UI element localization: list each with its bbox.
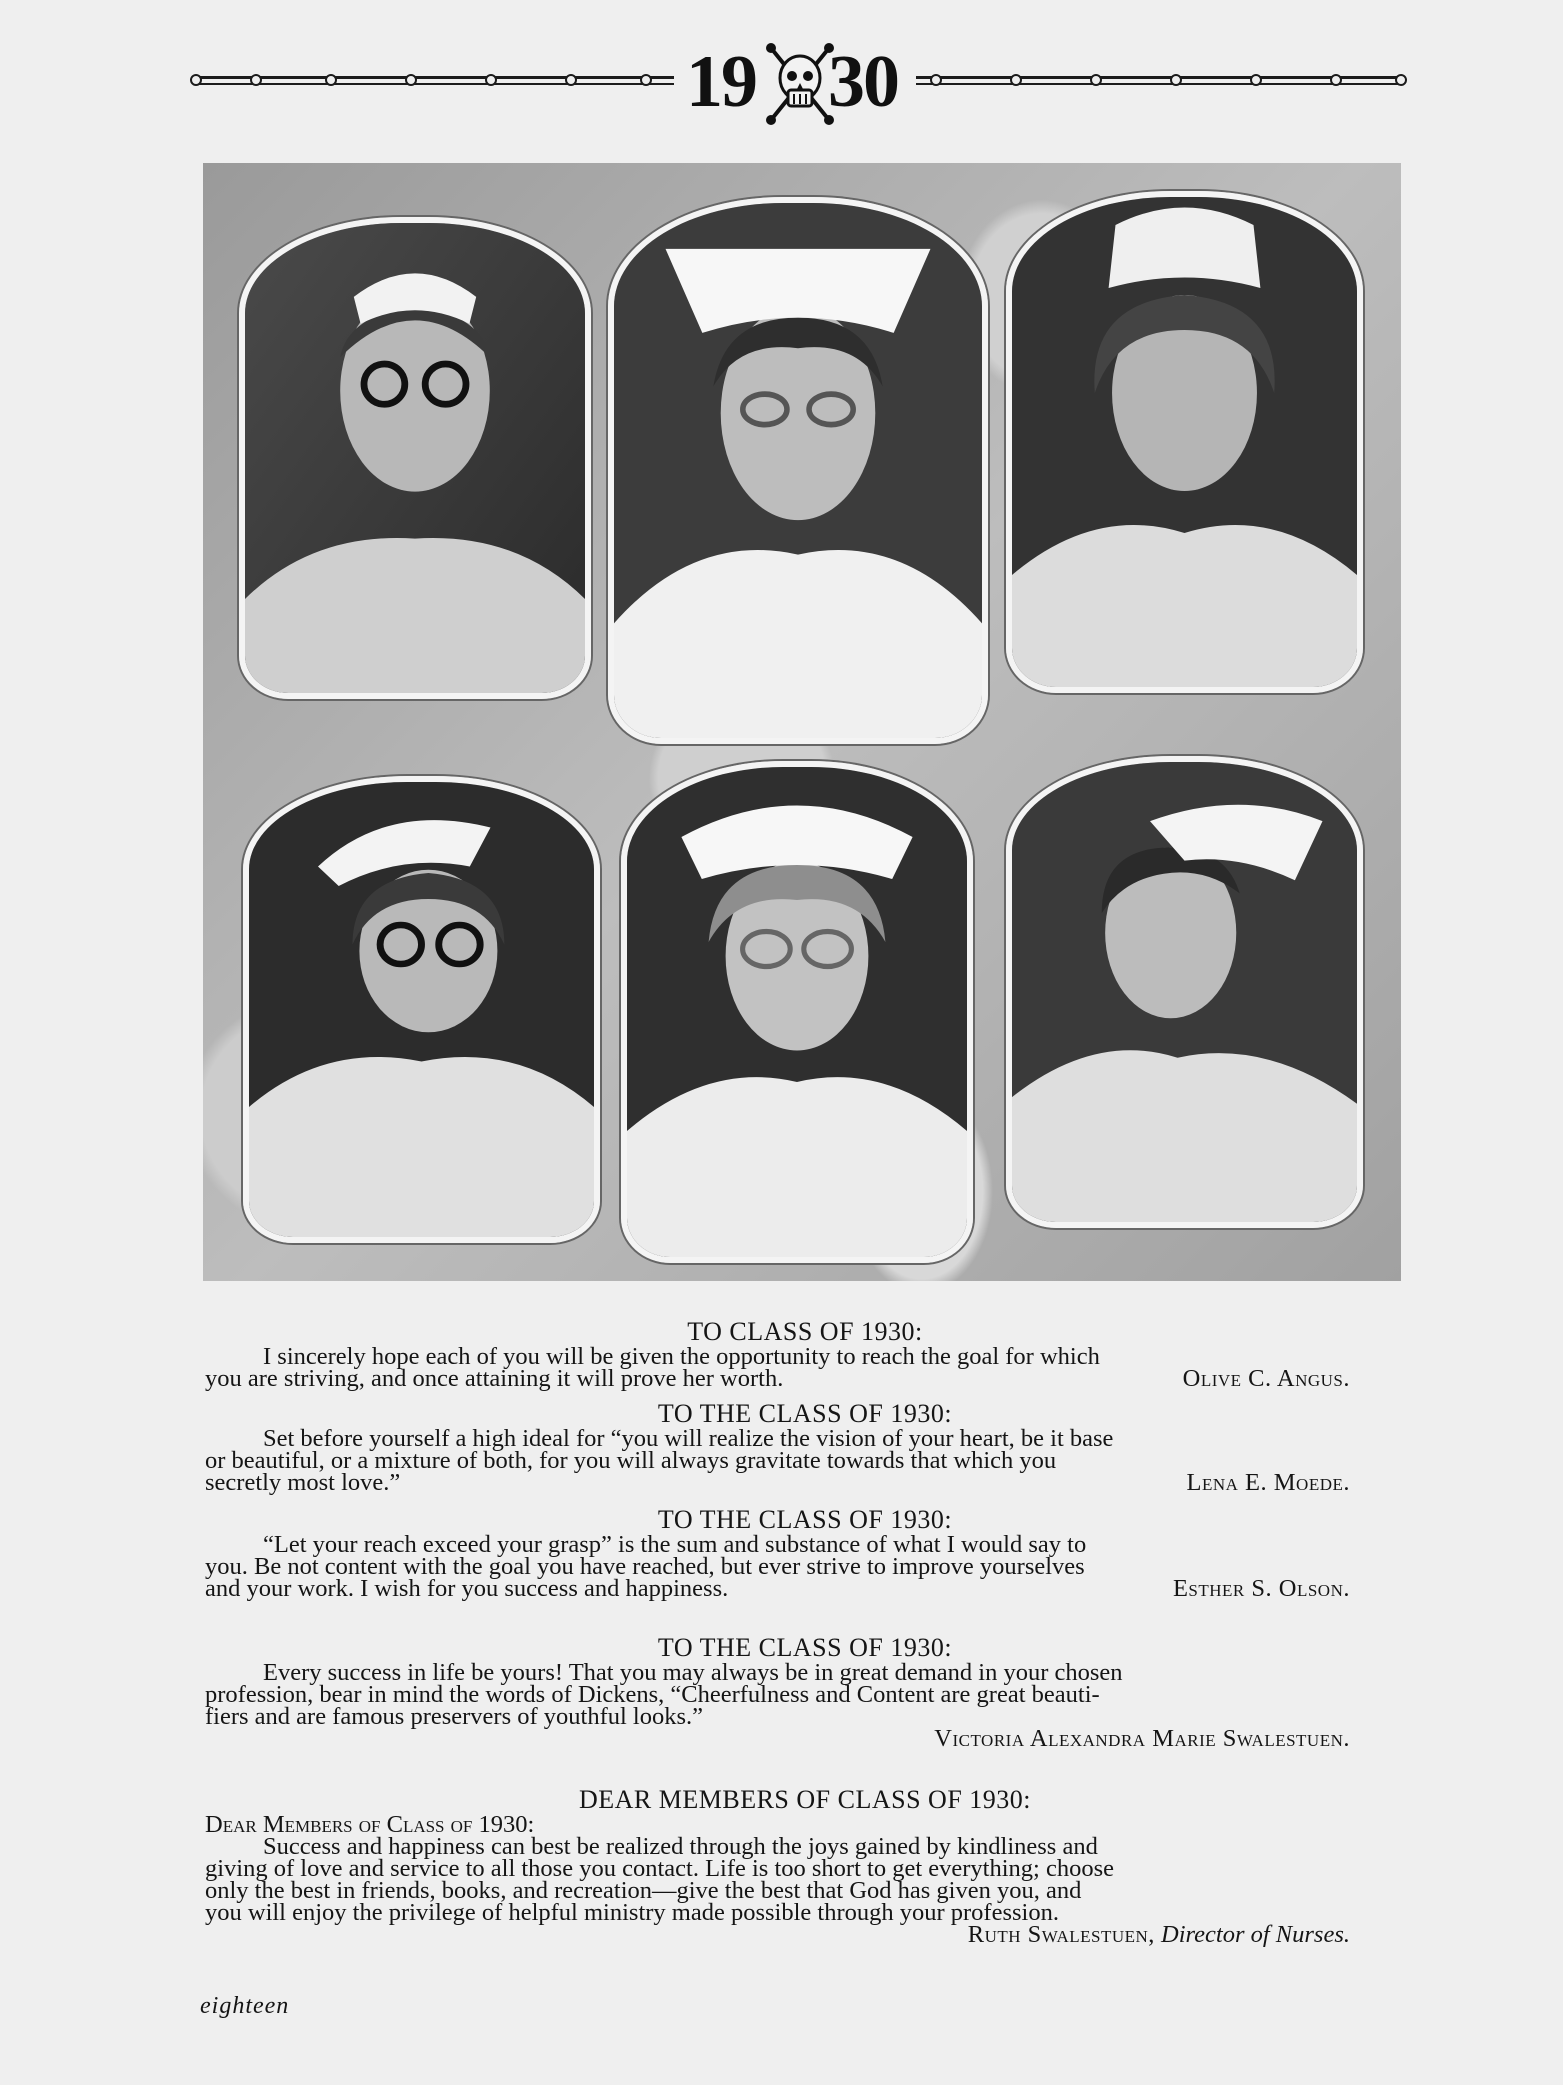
message-block [205, 1318, 1405, 1390]
message-line: secretly most love.” [205, 1469, 401, 1496]
message-block [205, 1506, 1405, 1600]
portrait-photo [243, 776, 600, 1243]
portrait-panel [203, 163, 1401, 1281]
year-right: 30 [828, 41, 898, 123]
message-block [205, 1786, 1405, 1946]
message-heading: TO THE CLASS OF 1930: [657, 1399, 953, 1428]
message-signature: Victoria Alexandra Marie Swalestuen. [934, 1725, 1350, 1752]
portrait-photo [1006, 756, 1363, 1228]
message-line: Success and happiness can best be realized through the joys gained by kindliness and [263, 1833, 1098, 1860]
message-signature: Olive C. Angus. [1182, 1365, 1350, 1392]
page-header [190, 38, 1405, 123]
message-line: “Let your reach exceed your grasp” is the sum and substance of what I would say to [263, 1531, 1087, 1558]
message-line: fiers and are famous preservers of youthful looks.” [205, 1703, 704, 1730]
message-line: Every success in life be yours! That you may always be in great demand in your chosen [263, 1659, 1123, 1686]
message-line: and your work. I wish for you success and happiness. [205, 1575, 729, 1602]
portrait-photo [621, 761, 973, 1263]
message-heading: TO CLASS OF 1930: [687, 1317, 923, 1346]
portrait-photo [608, 197, 988, 744]
message-line: giving of love and service to all those you contact. Life is too short to get everything; choose [205, 1855, 1115, 1882]
message-heading: TO THE CLASS OF 1930: [657, 1633, 953, 1662]
message-line: Set before yourself a high ideal for “you will realize the vision of your heart, be it base [263, 1425, 1114, 1452]
message-line: only the best in friends, books, and recreation—give the best that God has given you, and [205, 1877, 1082, 1904]
message-line: profession, bear in mind the words of Dickens, “Cheerfulness and Content are great beauti- [205, 1681, 1100, 1708]
portrait-photo [1006, 191, 1363, 693]
message-signature-title: Director of Nurses. [1161, 1921, 1350, 1948]
message-signature: Lena E. Moede. [1186, 1469, 1350, 1496]
message-heading: TO THE CLASS OF 1930: [657, 1505, 953, 1534]
message-signature: Ruth Swalestuen, [967, 1921, 1155, 1948]
header-rule-left [190, 74, 680, 90]
message-signature: Esther S. Olson. [1172, 1575, 1350, 1602]
header-rule-right [910, 74, 1405, 90]
message-salutation: Dear Members of Class of 1930: [205, 1811, 535, 1838]
message-line: you. Be not content with the goal you have reached, but ever strive to improve yourselves [205, 1553, 1085, 1580]
message-line: you will enjoy the privilege of helpful ministry made possible through your profession. [205, 1899, 1059, 1926]
page-number: eighteen [200, 1993, 290, 2019]
message-heading: DEAR MEMBERS OF CLASS OF 1930: [578, 1785, 1032, 1814]
message-line: you are striving, and once attaining it will prove her worth. [205, 1365, 784, 1392]
year-left: 19 [686, 41, 756, 123]
message-block [205, 1400, 1405, 1494]
message-line: I sincerely hope each of you will be given the opportunity to reach the goal for which [263, 1343, 1100, 1370]
skull-crossbones-icon [765, 38, 835, 128]
message-block [205, 1634, 1405, 1750]
message-line: or beautiful, or a mixture of both, for you will always gravitate towards that which you [205, 1447, 1057, 1474]
portrait-photo [239, 217, 591, 699]
